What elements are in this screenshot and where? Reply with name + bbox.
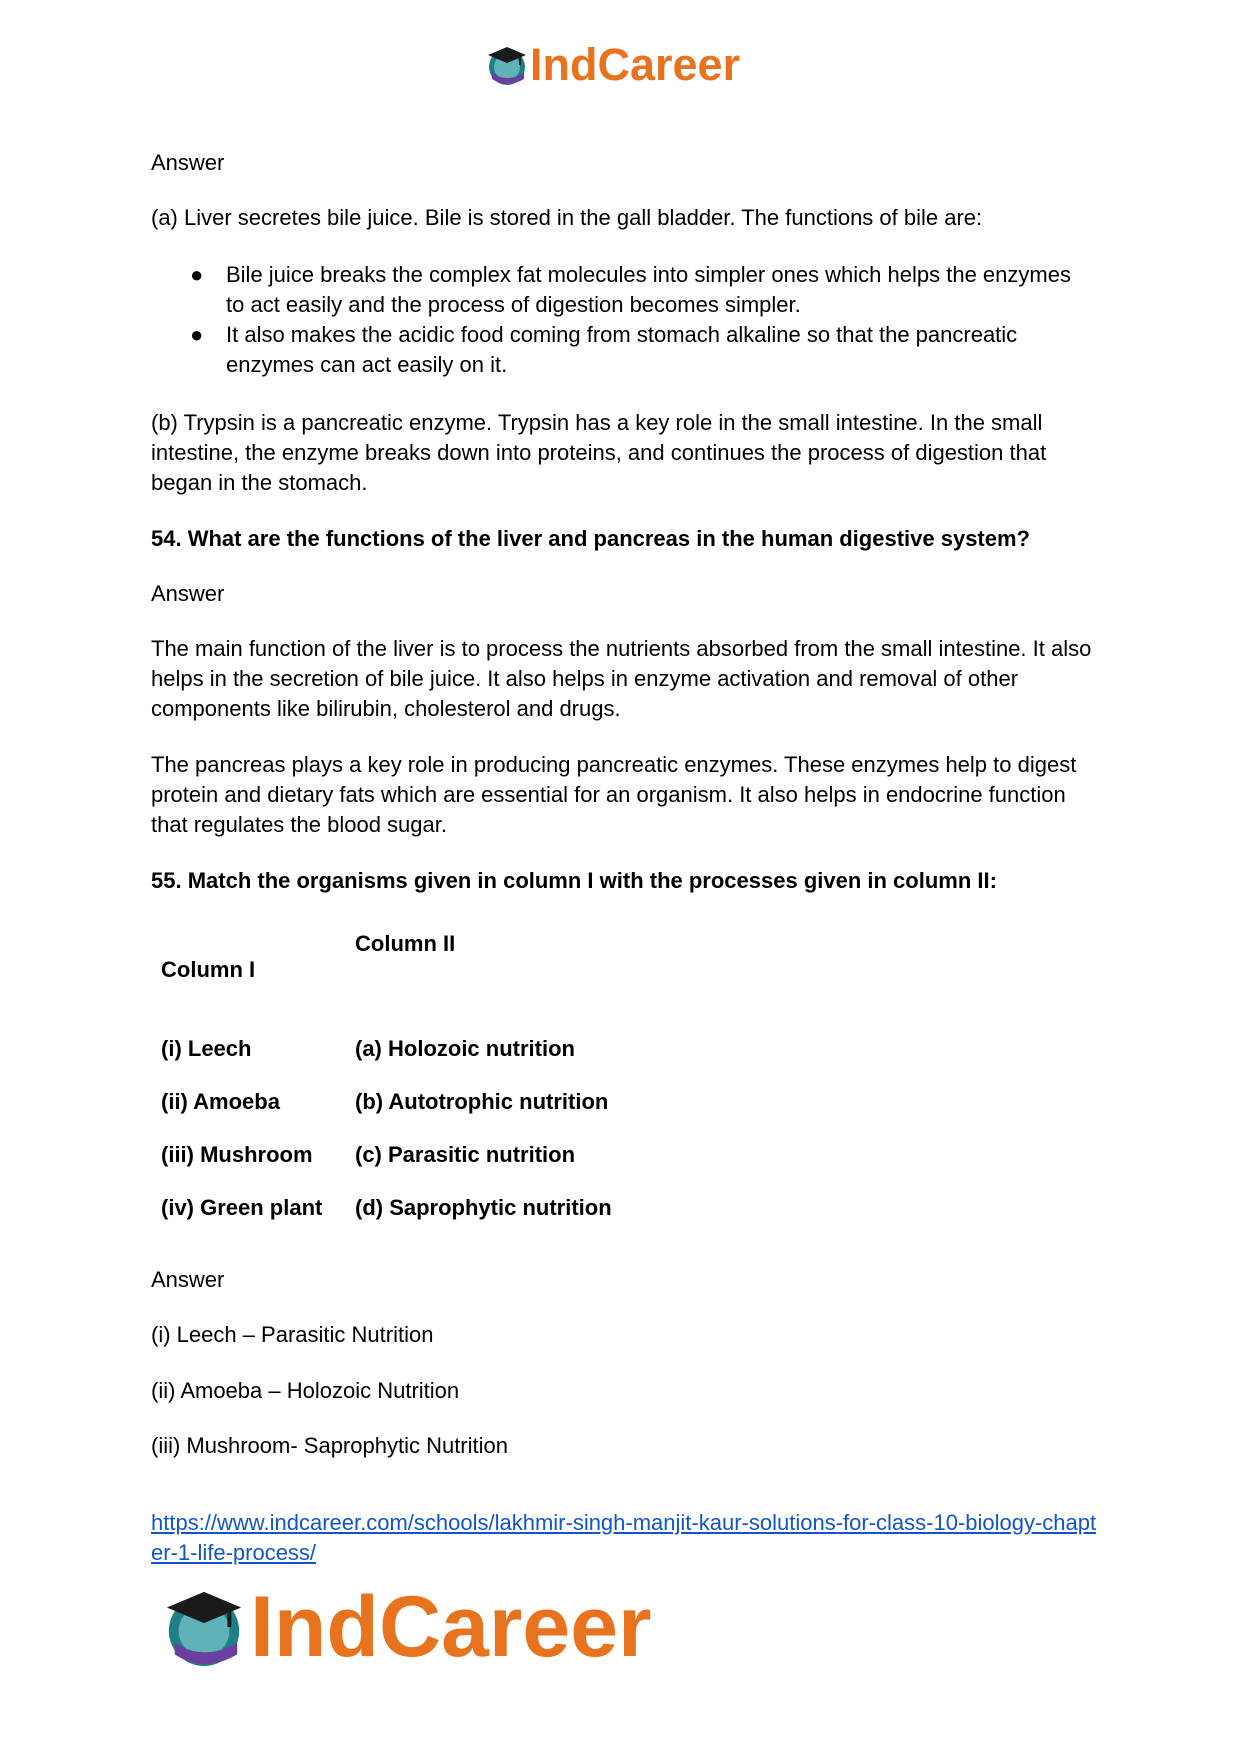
table-header-column-1: Column I (161, 957, 256, 982)
footer-logo (162, 1578, 652, 1675)
table-cell-process: (a) Holozoic nutrition (355, 1036, 575, 1061)
q54-answer-liver: The main function of the liver is to process the nutrients absorbed from the small intestine. It also helps in the secretion of bile juice. It also helps in enzyme activation and removal of other components like bilirubin, cholesterol and drugs. (151, 636, 1092, 721)
bullet-text: It also makes the acidic food coming from stomach alkaline so that the pancreatic enzymes can act easily on it. (226, 322, 1018, 377)
graduation-cap-book-globe-icon (162, 1584, 246, 1670)
part-a-text: (a) Liver secretes bile juice. Bile is stored in the gall bladder. The functions of bile are: (151, 205, 983, 230)
q54-answer-pancreas: The pancreas plays a key role in producing pancreatic enzymes. These enzymes help to digest protein and dietary fats which are essential for an organism. It also helps in endocrine function that regulates the blood sugar. (151, 752, 1077, 837)
source-link[interactable]: https://www.indcareer.com/schools/lakhmir-singh-manjit-kaur-solutions-for-class-10-biology-chapter-1-life-process/ (151, 1510, 1097, 1565)
part-b-text: (b) Trypsin is a pancreatic enzyme. Trypsin has a key role in the small intestine. In the small intestine, the enzyme breaks down into proteins, and continues the process of digestion that began in the stomach. (151, 410, 1047, 495)
table-cell-process: (d) Saprophytic nutrition (355, 1195, 612, 1220)
list-item (190, 260, 1090, 320)
logo-wordmark: IndCareer (530, 39, 741, 90)
table-header-column-2: Column II (355, 931, 456, 956)
graduation-cap-book-globe-icon (486, 43, 528, 87)
question-55: 55. Match the organisms given in column I with the processes given in column II: (151, 868, 997, 893)
answer-label: Answer (151, 581, 225, 606)
table-cell-organism: (i) Leech (161, 1036, 252, 1061)
table-cell-process: (b) Autotrophic nutrition (355, 1089, 609, 1114)
logo-wordmark: IndCareer (250, 1578, 652, 1675)
q55-answer-line: (iii) Mushroom- Saprophytic Nutrition (151, 1433, 508, 1458)
header-logo (486, 40, 740, 90)
q55-answer-line: (ii) Amoeba – Holozoic Nutrition (151, 1378, 460, 1403)
bullet-text: Bile juice breaks the complex fat molecules into simpler ones which helps the enzymes to act easily and the process of digestion becomes simpler. (226, 262, 1071, 317)
bullet-icon: ● (190, 262, 204, 287)
table-cell-organism: (ii) Amoeba (161, 1089, 280, 1114)
answer-label: Answer (151, 150, 225, 175)
question-54: 54. What are the functions of the liver and pancreas in the human digestive system? (151, 526, 1030, 551)
list-item (190, 320, 1090, 380)
table-cell-organism: (iv) Green plant (161, 1195, 323, 1220)
answer-label: Answer (151, 1267, 225, 1292)
table-cell-organism: (iii) Mushroom (161, 1142, 313, 1167)
table-cell-process: (c) Parasitic nutrition (355, 1142, 576, 1167)
q55-answer-line: (i) Leech – Parasitic Nutrition (151, 1322, 434, 1347)
bullet-icon: ● (190, 322, 204, 347)
